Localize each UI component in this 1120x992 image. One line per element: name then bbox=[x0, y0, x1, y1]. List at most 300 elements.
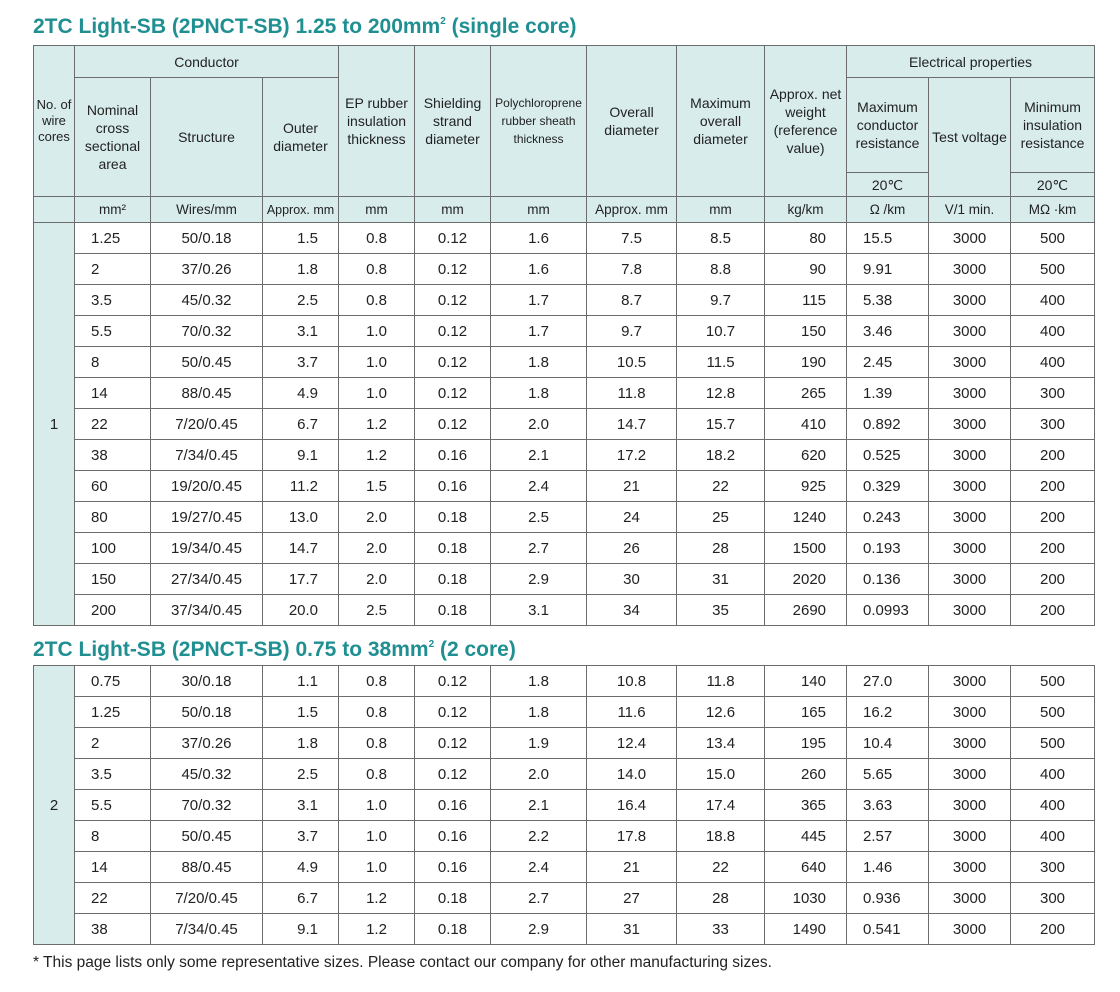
table-cell: 14.0 bbox=[587, 759, 677, 790]
table-cell: 1.8 bbox=[263, 254, 339, 285]
overall-diameter-header: Overall diameter bbox=[587, 46, 677, 197]
table-cell: 15.0 bbox=[677, 759, 765, 790]
table-cell: 3000 bbox=[929, 666, 1011, 697]
table-cell: 1.2 bbox=[339, 883, 415, 914]
unit-cell: mm bbox=[491, 197, 587, 223]
units-blank bbox=[34, 197, 75, 223]
table-cell: 26 bbox=[587, 533, 677, 564]
table-cell: 11.8 bbox=[677, 666, 765, 697]
table-cell: 2.1 bbox=[491, 440, 587, 471]
table-cell: 1.2 bbox=[339, 914, 415, 945]
table-cell: 2.0 bbox=[339, 564, 415, 595]
table-cell: 0.12 bbox=[415, 728, 491, 759]
electrical-properties-header: Electrical properties bbox=[847, 46, 1095, 78]
table-cell: 12.4 bbox=[587, 728, 677, 759]
table-cell: 2.2 bbox=[491, 821, 587, 852]
table-row bbox=[34, 533, 1095, 564]
table-cell: 0.8 bbox=[339, 666, 415, 697]
table-cell: 3.7 bbox=[263, 821, 339, 852]
table-cell: 17.8 bbox=[587, 821, 677, 852]
table-cell: 0.18 bbox=[415, 883, 491, 914]
table-cell: 1.25 bbox=[75, 697, 151, 728]
table-cell: 400 bbox=[1011, 316, 1095, 347]
table-cell: 0.12 bbox=[415, 666, 491, 697]
table-cell: 2.0 bbox=[491, 409, 587, 440]
table-cell: 3000 bbox=[929, 914, 1011, 945]
table-cell: 3000 bbox=[929, 697, 1011, 728]
table-cell: 1.0 bbox=[339, 852, 415, 883]
table-cell: 19/27/0.45 bbox=[151, 502, 263, 533]
table-cell: 0.16 bbox=[415, 821, 491, 852]
table-cell: 3000 bbox=[929, 316, 1011, 347]
table-cell: 16.2 bbox=[847, 697, 929, 728]
table-cell: 3.5 bbox=[75, 759, 151, 790]
table-cell: 0.541 bbox=[847, 914, 929, 945]
table-cell: 0.12 bbox=[415, 347, 491, 378]
section2-title bbox=[33, 631, 516, 664]
table-cell: 3000 bbox=[929, 790, 1011, 821]
table-cell: 265 bbox=[765, 378, 847, 409]
table-cell: 0.12 bbox=[415, 254, 491, 285]
table-cell: 1.46 bbox=[847, 852, 929, 883]
table-cell: 500 bbox=[1011, 666, 1095, 697]
table-cell: 3000 bbox=[929, 223, 1011, 254]
table-cell: 300 bbox=[1011, 409, 1095, 440]
table-cell: 12.6 bbox=[677, 697, 765, 728]
temp-insulation: 20℃ bbox=[1011, 173, 1095, 197]
table-cell: 0.12 bbox=[415, 697, 491, 728]
table-cell: 640 bbox=[765, 852, 847, 883]
table-cell: 7/34/0.45 bbox=[151, 440, 263, 471]
table-cell: 3000 bbox=[929, 595, 1011, 626]
table-cell: 1.7 bbox=[491, 316, 587, 347]
table-cell: 2.9 bbox=[491, 914, 587, 945]
units-row bbox=[34, 197, 1095, 223]
unit-cell: mm bbox=[415, 197, 491, 223]
table-cell: 5.5 bbox=[75, 790, 151, 821]
table-cell: 88/0.45 bbox=[151, 378, 263, 409]
table-cell: 400 bbox=[1011, 790, 1095, 821]
table-cell: 0.12 bbox=[415, 409, 491, 440]
table-cell: 1.2 bbox=[339, 440, 415, 471]
table-cell: 17.7 bbox=[263, 564, 339, 595]
table-cell: 70/0.32 bbox=[151, 316, 263, 347]
table-cell: 19/20/0.45 bbox=[151, 471, 263, 502]
unit-cell: mm bbox=[339, 197, 415, 223]
max-resistance-header: Maximum conductor resistance bbox=[847, 78, 929, 173]
table-cell: 1.39 bbox=[847, 378, 929, 409]
table-row bbox=[34, 852, 1095, 883]
table-cell: 7.8 bbox=[587, 254, 677, 285]
table-cell: 1.8 bbox=[491, 697, 587, 728]
table-cell: 1.0 bbox=[339, 821, 415, 852]
table-cell: 0.525 bbox=[847, 440, 929, 471]
table-cell: 14.7 bbox=[263, 533, 339, 564]
table-cell: 24 bbox=[587, 502, 677, 533]
table-cell: 20.0 bbox=[263, 595, 339, 626]
table-cell: 15.7 bbox=[677, 409, 765, 440]
table-cell: 1500 bbox=[765, 533, 847, 564]
table-cell: 2.5 bbox=[339, 595, 415, 626]
table-cell: 0.12 bbox=[415, 285, 491, 316]
unit-cell: Approx. mm bbox=[263, 197, 339, 223]
two-core-rows bbox=[34, 666, 1095, 945]
table-cell: 2.0 bbox=[491, 759, 587, 790]
table-cell: 140 bbox=[765, 666, 847, 697]
section2-title-text: 2TC Light-SB (2PNCT-SB) 0.75 to 38mm bbox=[33, 638, 429, 661]
table-cell: 2.4 bbox=[491, 471, 587, 502]
table-cell: 1.5 bbox=[263, 223, 339, 254]
two-core-table bbox=[33, 665, 1095, 945]
table-cell: 0.136 bbox=[847, 564, 929, 595]
table-cell: 1030 bbox=[765, 883, 847, 914]
table-cell: 1.9 bbox=[491, 728, 587, 759]
table-cell: 8 bbox=[75, 347, 151, 378]
table-cell: 18.8 bbox=[677, 821, 765, 852]
table-cell: 1.0 bbox=[339, 790, 415, 821]
table-cell: 2 bbox=[75, 254, 151, 285]
table-cell: 8 bbox=[75, 821, 151, 852]
structure-header: Structure bbox=[151, 78, 263, 197]
section1-title-sup: 2 bbox=[440, 16, 446, 27]
table-cell: 33 bbox=[677, 914, 765, 945]
unit-cell: mm² bbox=[75, 197, 151, 223]
ep-rubber-header: EP rubber insulation thickness bbox=[339, 46, 415, 197]
table-cell: 0.18 bbox=[415, 564, 491, 595]
table-cell: 2.7 bbox=[491, 883, 587, 914]
table-cell: 115 bbox=[765, 285, 847, 316]
table-cell: 4.9 bbox=[263, 378, 339, 409]
table-cell: 19/34/0.45 bbox=[151, 533, 263, 564]
table-cell: 3.63 bbox=[847, 790, 929, 821]
table-cell: 0.0993 bbox=[847, 595, 929, 626]
table-cell: 14.7 bbox=[587, 409, 677, 440]
table-cell: 50/0.45 bbox=[151, 821, 263, 852]
temp-resistance: 20℃ bbox=[847, 173, 929, 197]
table-cell: 45/0.32 bbox=[151, 285, 263, 316]
unit-cell: MΩ ·km bbox=[1011, 197, 1095, 223]
table-cell: 5.65 bbox=[847, 759, 929, 790]
table-row bbox=[34, 914, 1095, 945]
table-cell: 9.7 bbox=[587, 316, 677, 347]
net-weight-header: Approx. net weight (reference value) bbox=[765, 46, 847, 197]
table-cell: 2020 bbox=[765, 564, 847, 595]
table-cell: 1.7 bbox=[491, 285, 587, 316]
table-cell: 14 bbox=[75, 852, 151, 883]
table-cell: 8.8 bbox=[677, 254, 765, 285]
table-cell: 3000 bbox=[929, 440, 1011, 471]
table-cell: 200 bbox=[1011, 595, 1095, 626]
unit-cell: Wires/mm bbox=[151, 197, 263, 223]
table-cell: 2.5 bbox=[263, 759, 339, 790]
table-cell: 80 bbox=[765, 223, 847, 254]
table-cell: 31 bbox=[677, 564, 765, 595]
table-cell: 0.8 bbox=[339, 223, 415, 254]
table-row bbox=[34, 759, 1095, 790]
table-cell: 1.8 bbox=[491, 378, 587, 409]
table-cell: 300 bbox=[1011, 883, 1095, 914]
table-cell: 1.2 bbox=[339, 409, 415, 440]
table-cell: 27.0 bbox=[847, 666, 929, 697]
table-cell: 200 bbox=[1011, 440, 1095, 471]
table-cell: 50/0.18 bbox=[151, 223, 263, 254]
unit-cell: Approx. mm bbox=[587, 197, 677, 223]
table-row bbox=[34, 883, 1095, 914]
section1-title bbox=[33, 8, 577, 41]
section2-title-sup: 2 bbox=[428, 639, 435, 650]
table-cell: 1.8 bbox=[491, 347, 587, 378]
table-cell: 0.12 bbox=[415, 759, 491, 790]
table-cell: 3000 bbox=[929, 883, 1011, 914]
table-cell: 30 bbox=[587, 564, 677, 595]
table-cell: 90 bbox=[765, 254, 847, 285]
table-cell: 200 bbox=[1011, 502, 1095, 533]
table-cell: 7/34/0.45 bbox=[151, 914, 263, 945]
table-cell: 3000 bbox=[929, 728, 1011, 759]
table-cell: 18.2 bbox=[677, 440, 765, 471]
table-cell: 150 bbox=[765, 316, 847, 347]
table-cell: 1.0 bbox=[339, 347, 415, 378]
table-cell: 0.18 bbox=[415, 595, 491, 626]
table-cell: 0.12 bbox=[415, 378, 491, 409]
conductor-header: Conductor bbox=[75, 46, 339, 78]
nominal-area-header: Nominal cross sectional area bbox=[75, 78, 151, 197]
table-cell: 300 bbox=[1011, 852, 1095, 883]
table-cell: 200 bbox=[1011, 564, 1095, 595]
table-cell: 0.16 bbox=[415, 440, 491, 471]
table-cell: 2.5 bbox=[263, 285, 339, 316]
table-cell: 3000 bbox=[929, 502, 1011, 533]
table-cell: 1.8 bbox=[491, 666, 587, 697]
table-cell: 0.18 bbox=[415, 914, 491, 945]
table-cell: 80 bbox=[75, 502, 151, 533]
table-cell: 1.5 bbox=[263, 697, 339, 728]
table-cell: 3000 bbox=[929, 254, 1011, 285]
table-cell: 300 bbox=[1011, 378, 1095, 409]
table-cell: 22 bbox=[677, 471, 765, 502]
table-cell: 3000 bbox=[929, 378, 1011, 409]
table-cell: 2.9 bbox=[491, 564, 587, 595]
table-cell: 38 bbox=[75, 914, 151, 945]
table-cell: 22 bbox=[75, 409, 151, 440]
table-cell: 2.45 bbox=[847, 347, 929, 378]
table-cell: 10.7 bbox=[677, 316, 765, 347]
table-row bbox=[34, 440, 1095, 471]
table-cell: 1.0 bbox=[339, 378, 415, 409]
table-cell: 4.9 bbox=[263, 852, 339, 883]
table-cell: 3.1 bbox=[263, 790, 339, 821]
table-cell: 22 bbox=[75, 883, 151, 914]
table-cell: 400 bbox=[1011, 285, 1095, 316]
table-cell: 3000 bbox=[929, 759, 1011, 790]
table-cell: 3000 bbox=[929, 409, 1011, 440]
table-cell: 6.7 bbox=[263, 883, 339, 914]
table-cell: 0.16 bbox=[415, 471, 491, 502]
table-cell: 3.1 bbox=[491, 595, 587, 626]
max-overall-diameter-header: Maximum overall diameter bbox=[677, 46, 765, 197]
table-cell: 0.892 bbox=[847, 409, 929, 440]
table-cell: 0.8 bbox=[339, 759, 415, 790]
table-row bbox=[34, 254, 1095, 285]
table-cell: 21 bbox=[587, 471, 677, 502]
table-cell: 165 bbox=[765, 697, 847, 728]
table-cell: 400 bbox=[1011, 347, 1095, 378]
table-row bbox=[34, 790, 1095, 821]
table-cell: 0.8 bbox=[339, 285, 415, 316]
unit-cell: Ω /km bbox=[847, 197, 929, 223]
table-cell: 7.5 bbox=[587, 223, 677, 254]
table-row bbox=[34, 285, 1095, 316]
table-cell: 3000 bbox=[929, 564, 1011, 595]
table-row bbox=[34, 316, 1095, 347]
table-row bbox=[34, 697, 1095, 728]
table-cell: 0.16 bbox=[415, 790, 491, 821]
wire-cores-cell: 1 bbox=[34, 223, 75, 626]
table-cell: 3000 bbox=[929, 347, 1011, 378]
table-cell: 17.4 bbox=[677, 790, 765, 821]
table-cell: 2 bbox=[75, 728, 151, 759]
table-cell: 31 bbox=[587, 914, 677, 945]
table-cell: 2.0 bbox=[339, 533, 415, 564]
table-row bbox=[34, 502, 1095, 533]
table-cell: 0.16 bbox=[415, 852, 491, 883]
table-cell: 11.6 bbox=[587, 697, 677, 728]
table-cell: 2.4 bbox=[491, 852, 587, 883]
table-cell: 7/20/0.45 bbox=[151, 883, 263, 914]
table-cell: 2690 bbox=[765, 595, 847, 626]
table-cell: 3000 bbox=[929, 285, 1011, 316]
table-cell: 200 bbox=[1011, 471, 1095, 502]
table-cell: 88/0.45 bbox=[151, 852, 263, 883]
table-cell: 37/0.26 bbox=[151, 728, 263, 759]
table-cell: 3.46 bbox=[847, 316, 929, 347]
table-cell: 2.57 bbox=[847, 821, 929, 852]
shielding-header: Shielding strand diameter bbox=[415, 46, 491, 197]
unit-cell: kg/km bbox=[765, 197, 847, 223]
table-cell: 11.8 bbox=[587, 378, 677, 409]
table-cell: 27/34/0.45 bbox=[151, 564, 263, 595]
table-cell: 2.5 bbox=[491, 502, 587, 533]
table-cell: 9.1 bbox=[263, 914, 339, 945]
table-cell: 13.0 bbox=[263, 502, 339, 533]
table-cell: 500 bbox=[1011, 223, 1095, 254]
table-row bbox=[34, 378, 1095, 409]
table-row bbox=[34, 223, 1095, 254]
table-cell: 38 bbox=[75, 440, 151, 471]
sheath-header: Polychloroprene rubber sheath thickness bbox=[491, 46, 587, 197]
table-cell: 400 bbox=[1011, 759, 1095, 790]
wire-cores-cell: 2 bbox=[34, 666, 75, 945]
table-cell: 3000 bbox=[929, 852, 1011, 883]
table-row bbox=[34, 347, 1095, 378]
table-row bbox=[34, 666, 1095, 697]
table-cell: 5.5 bbox=[75, 316, 151, 347]
single-core-table bbox=[33, 45, 1095, 626]
table-cell: 3.5 bbox=[75, 285, 151, 316]
table-cell: 195 bbox=[765, 728, 847, 759]
table-cell: 200 bbox=[75, 595, 151, 626]
table-cell: 28 bbox=[677, 883, 765, 914]
table-cell: 1.0 bbox=[339, 316, 415, 347]
table-cell: 3000 bbox=[929, 533, 1011, 564]
table-cell: 7/20/0.45 bbox=[151, 409, 263, 440]
table-cell: 400 bbox=[1011, 821, 1095, 852]
table-cell: 500 bbox=[1011, 697, 1095, 728]
table-row bbox=[34, 409, 1095, 440]
table-cell: 3.7 bbox=[263, 347, 339, 378]
table-cell: 0.12 bbox=[415, 223, 491, 254]
table-cell: 5.38 bbox=[847, 285, 929, 316]
table-cell: 60 bbox=[75, 471, 151, 502]
table-cell: 9.7 bbox=[677, 285, 765, 316]
table-cell: 15.5 bbox=[847, 223, 929, 254]
table-cell: 150 bbox=[75, 564, 151, 595]
table-cell: 0.12 bbox=[415, 316, 491, 347]
table-row bbox=[34, 564, 1095, 595]
test-voltage-header: Test voltage bbox=[929, 78, 1011, 197]
table-cell: 0.193 bbox=[847, 533, 929, 564]
table-cell: 620 bbox=[765, 440, 847, 471]
table-cell: 9.91 bbox=[847, 254, 929, 285]
table-cell: 50/0.18 bbox=[151, 697, 263, 728]
table-cell: 500 bbox=[1011, 728, 1095, 759]
table-cell: 100 bbox=[75, 533, 151, 564]
table-cell: 3000 bbox=[929, 821, 1011, 852]
table-cell: 21 bbox=[587, 852, 677, 883]
table-cell: 410 bbox=[765, 409, 847, 440]
table-cell: 1.6 bbox=[491, 254, 587, 285]
table-cell: 0.936 bbox=[847, 883, 929, 914]
table-cell: 0.329 bbox=[847, 471, 929, 502]
table-cell: 0.8 bbox=[339, 728, 415, 759]
section1-title-text: 2TC Light-SB (2PNCT-SB) 1.25 to 200mm bbox=[33, 15, 441, 38]
table-cell: 365 bbox=[765, 790, 847, 821]
table-cell: 0.243 bbox=[847, 502, 929, 533]
table-cell: 13.4 bbox=[677, 728, 765, 759]
table-cell: 200 bbox=[1011, 533, 1095, 564]
table-cell: 16.4 bbox=[587, 790, 677, 821]
footnote: * This page lists only some representative sizes. Please contact our company for other manufacturing sizes. bbox=[33, 954, 772, 971]
unit-cell: V/1 min. bbox=[929, 197, 1011, 223]
table-cell: 200 bbox=[1011, 914, 1095, 945]
table-cell: 8.7 bbox=[587, 285, 677, 316]
table-cell: 0.18 bbox=[415, 502, 491, 533]
table-cell: 25 bbox=[677, 502, 765, 533]
table-cell: 925 bbox=[765, 471, 847, 502]
table-cell: 9.1 bbox=[263, 440, 339, 471]
table-cell: 0.8 bbox=[339, 254, 415, 285]
table-cell: 260 bbox=[765, 759, 847, 790]
table-cell: 10.4 bbox=[847, 728, 929, 759]
table-row bbox=[34, 595, 1095, 626]
table-cell: 1490 bbox=[765, 914, 847, 945]
table-cell: 1.6 bbox=[491, 223, 587, 254]
table-cell: 2.7 bbox=[491, 533, 587, 564]
table-row bbox=[34, 728, 1095, 759]
table-cell: 11.5 bbox=[677, 347, 765, 378]
table-cell: 22 bbox=[677, 852, 765, 883]
table-cell: 0.8 bbox=[339, 697, 415, 728]
table-cell: 11.2 bbox=[263, 471, 339, 502]
table-cell: 10.8 bbox=[587, 666, 677, 697]
table-cell: 1.8 bbox=[263, 728, 339, 759]
table-cell: 37/0.26 bbox=[151, 254, 263, 285]
table-cell: 0.18 bbox=[415, 533, 491, 564]
table-cell: 3000 bbox=[929, 471, 1011, 502]
table-cell: 2.0 bbox=[339, 502, 415, 533]
table-cell: 3.1 bbox=[263, 316, 339, 347]
table-cell: 8.5 bbox=[677, 223, 765, 254]
